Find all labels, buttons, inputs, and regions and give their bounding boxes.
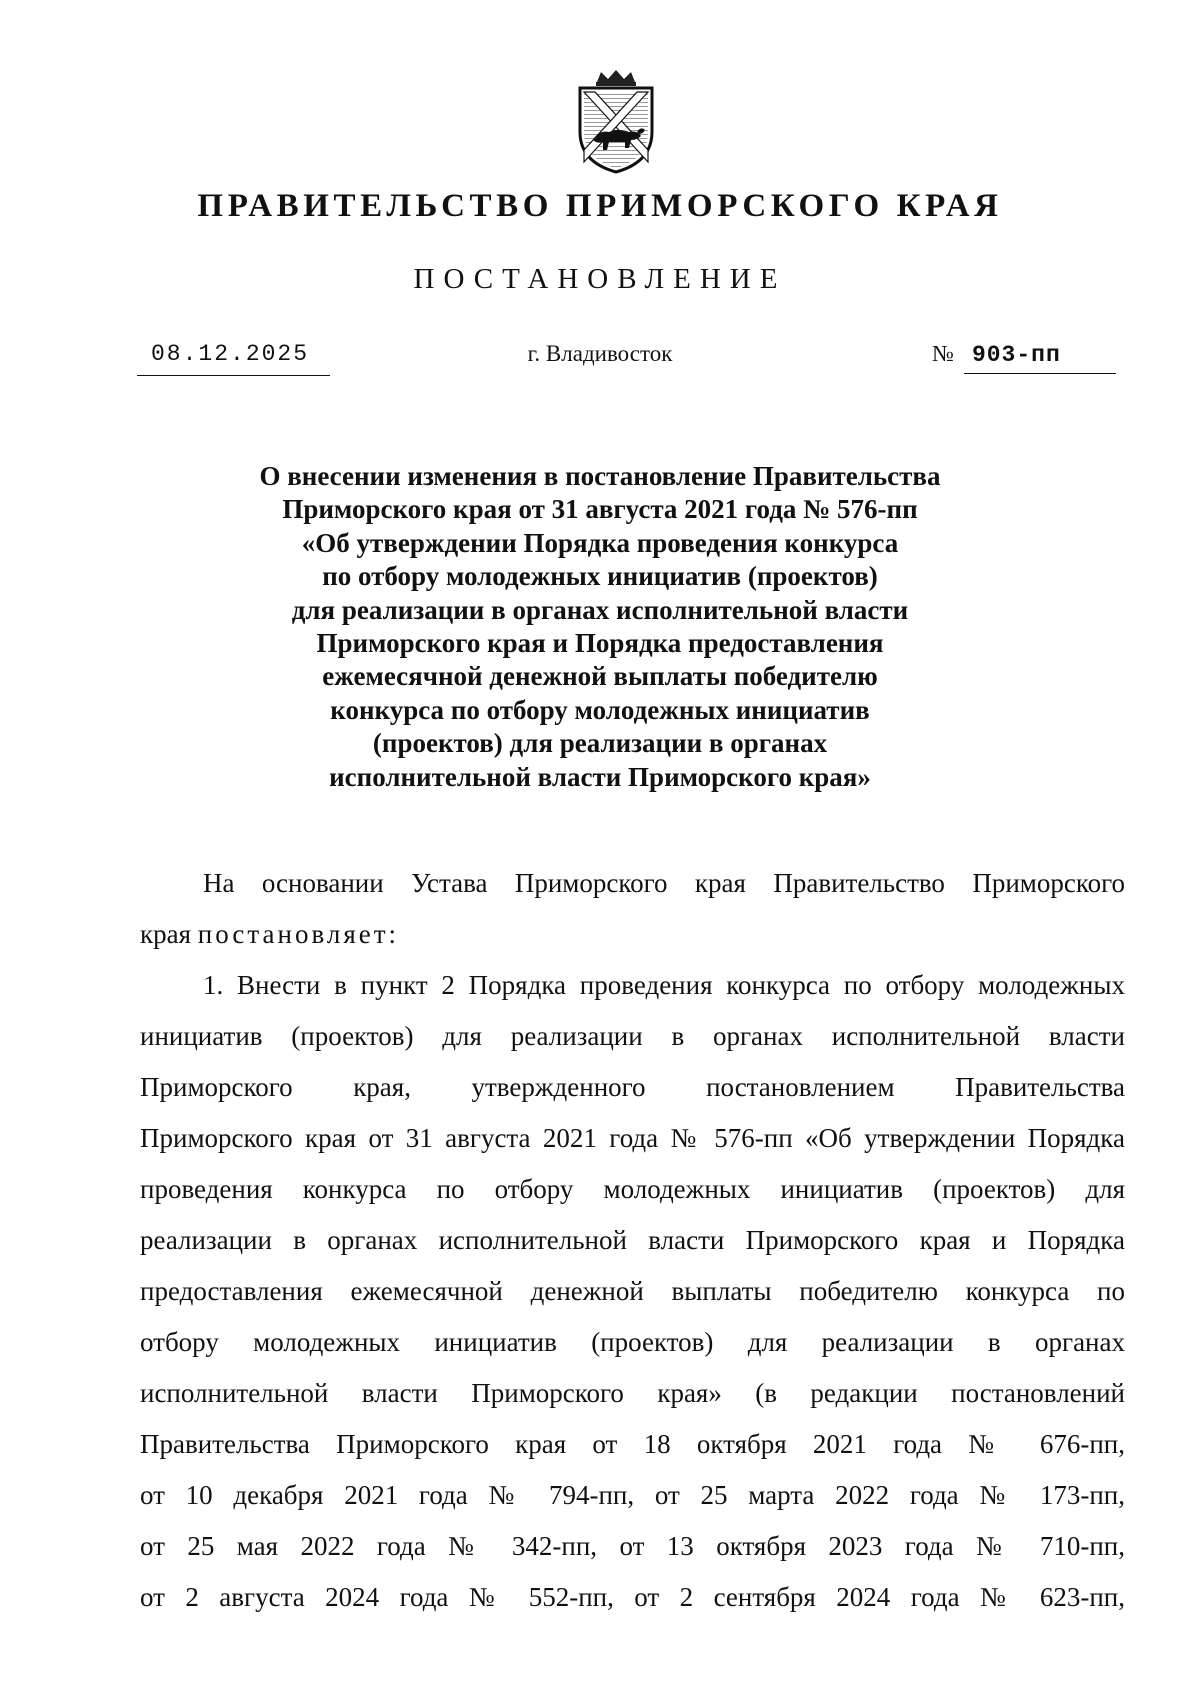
subject-line: «Об утверждении Порядка проведения конкурса (301, 527, 899, 558)
body-line: от 25 мая 2022 года № 342-пп, от 13 октября 2023 года № 710-пп, (140, 1531, 1125, 1561)
body-line (140, 909, 1125, 960)
subject-line: конкурса по отбору молодежных инициатив (330, 694, 870, 725)
body-line: от 2 августа 2024 года № 552-пп, от 2 сентября 2024 года № 623-пп, (140, 1582, 1125, 1612)
preamble-paragraph (140, 858, 1125, 960)
document-city: г. Владивосток (527, 341, 673, 366)
body-line: 1. Внести в пункт 2 Порядка проведения конкурса по отбору молодежных (203, 970, 1125, 1000)
government-title: ПРАВИТЕЛЬСТВО ПРИМОРСКОГО КРАЯ (197, 188, 1003, 224)
body-line: от 10 декабря 2021 года № 794-пп, от 25 марта 2022 года № 173-пп, (140, 1480, 1125, 1510)
number-sign: № (932, 341, 954, 366)
preamble-text: края (140, 919, 198, 949)
subject-line: исполнительной власти Приморского края» (329, 761, 871, 792)
subject-line: Приморского края от 31 августа 2021 года № 576-пп (282, 494, 918, 525)
subject-line: (проектов) для реализации в органах (372, 728, 828, 759)
body-line: предоставления ежемесячной денежной выплаты победителю конкурса по (140, 1276, 1125, 1306)
body-line: проведения конкурса по отбору молодежных инициатив (проектов) для (140, 1174, 1125, 1204)
body-line: отбору молодежных инициатив (проектов) для реализации в органах (140, 1327, 1125, 1357)
body-line: На основании Устава Приморского края Правительство Приморского (203, 868, 1125, 898)
subject-line: Приморского края и Порядка предоставления (316, 628, 884, 659)
item-1-paragraph (140, 960, 1125, 1623)
body-line: Правительства Приморского края от 18 октября 2021 года № 676-пп, (140, 1429, 1125, 1459)
subject-line: для реализации в органах исполнительной власти (291, 594, 909, 625)
body-line: исполнительной власти Приморского края» (в редакции постановлений (140, 1378, 1125, 1408)
document-number-block (932, 336, 1116, 376)
subject-line: по отбору молодежных инициатив (проектов) (322, 561, 878, 592)
body-line: реализации в органах исполнительной власти Приморского края и Порядка (140, 1225, 1125, 1255)
document-number: 903-пп (964, 337, 1116, 374)
body-line: инициатив (проектов) для реализации в органах исполнительной власти (140, 1021, 1125, 1051)
subject-line: О внесении изменения в постановление Правительства (259, 461, 941, 491)
document-date: 08.12.2025 (137, 336, 330, 376)
resolves-word: постановляет: (197, 919, 400, 949)
subject-line: ежемесячной денежной выплаты победителю (322, 661, 878, 692)
body-line: Приморского края от 31 августа 2021 года № 576-пп «Об утверждении Порядка (140, 1123, 1125, 1153)
document-type-title: ПОСТАНОВЛЕНИЕ (413, 263, 787, 295)
document-body (140, 858, 1125, 1623)
coat-of-arms-emblem (575, 70, 657, 174)
document-subject (150, 460, 1050, 794)
body-line: Приморского края, утвержденного постановлением Правительства (140, 1072, 1125, 1102)
